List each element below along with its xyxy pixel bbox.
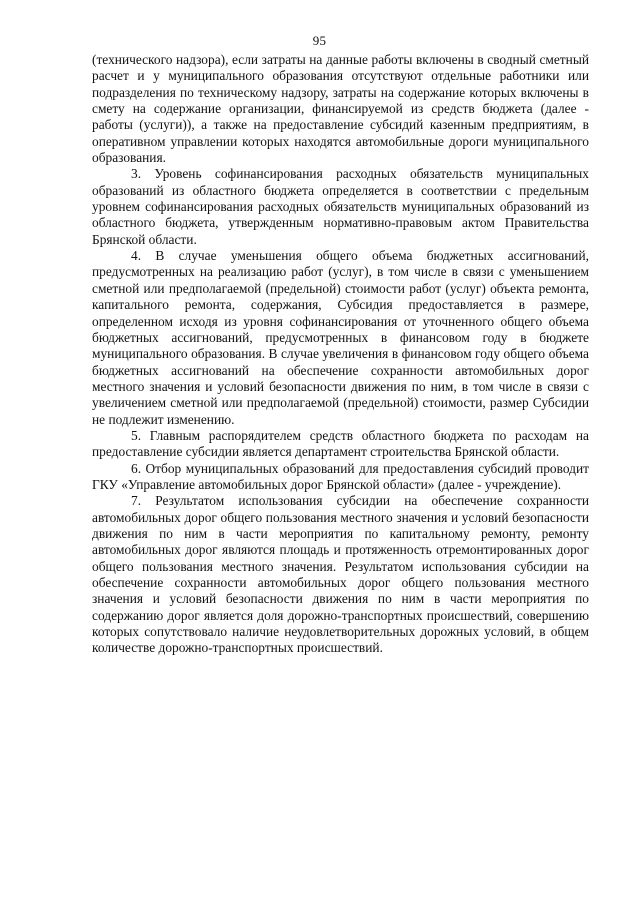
page-number: 95 <box>312 33 327 48</box>
document-body <box>92 52 589 657</box>
paragraph-item-6: 6. Отбор муниципальных образований для предоставления субсидий проводит ГКУ «Управление автомобильных дорог Брянской области» (далее - учреждение). <box>92 460 589 492</box>
paragraph-item-3: 3. Уровень софинансирования расходных обязательств муниципальных образований из областного бюджета определяется в соответствии с предельным уровнем софинансирования расходных обязательств муниципальных образований из областного бюджета, утвержденным нормативно-правовым актом Правительства Брянской области. <box>92 166 589 247</box>
paragraph-item-5: 5. Главным распорядителем средств областного бюджета по расходам на предоставление субсидии является департамент строительства Брянской области. <box>92 427 589 460</box>
paragraph-item-4: 4. В случае уменьшения общего объема бюджетных ассигнований, предусмотренных на реализацию работ (услуг), в том числе в связи с уменьшением сметной или предполагаемой (предельной) стоимости работ (услуг) объекта ремонта, капитального ремонта, содержания, Субсидия предоставляется в размере, определенном исходя из уровня софинансирования от уточненного общего объема бюджетных ассигнований, предусмотренных в финансовом году в бюджете муниципального образования. В случае увеличения в финансовом году общего объема бюджетных ассигнований на обеспечение сохранности автомобильных дорог местного значения и условий безопасности движения по ним, в том числе в связи с увеличением сметной или предполагаемой (предельной) стоимости, размер Субсидии не подлежит изменению. <box>92 248 589 427</box>
paragraph-item-7: 7. Результатом использования субсидии на обеспечение сохранности автомобильных дорог общего пользования местного значения и условий безопасности движения по ним в части мероприятия по капитальному ремонту, ремонту автомобильных дорог являются площадь и протяженность отремонтированных дорог общего пользования местного значения. Результатом использования субсидии на обеспечение сохранности автомобильных дорог общего пользования местного значения и условий безопасности движения по ним в части мероприятия по содержанию дорог является доля дорожно-транспортных происшествий, совершению которых сопутствовало наличие неудовлетворительных дорожных условий, в общем количестве дорожно-транспортных происшествий. <box>92 493 589 656</box>
paragraph-continuation: (технического надзора), если затраты на данные работы включены в сводный сметный расчет и у муниципального образования отсутствуют отдельные работники или подразделения по техническому надзору, затраты на содержание которых включены в смету на содержание организации, финансируемой из средств бюджета (далее - работы (услуги)), а также на предоставление субсидий казенным предприятиям, в оперативном управлении которых находятся автомобильные дороги муниципального образования. <box>92 52 589 166</box>
